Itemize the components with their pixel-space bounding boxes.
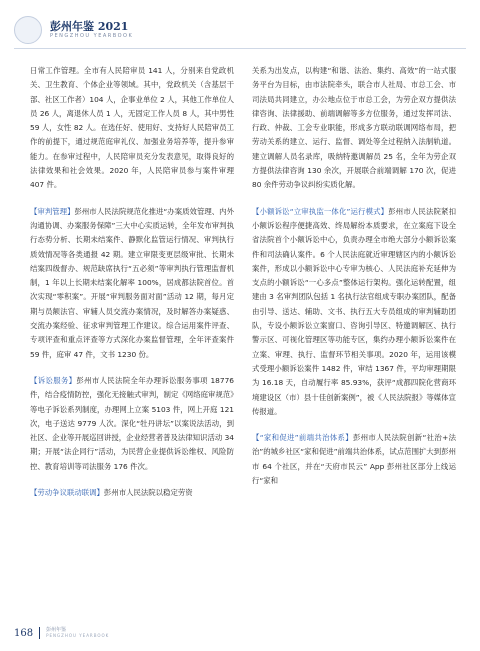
paragraph [30,205,234,362]
page-number: 168 [14,627,34,639]
paragraph-text: 日常工作管理。全市有人民陪审员 141 人，分别来自党政机关、卫生教育、个体企业等领域。其中，党政机关（含基层干部、社区工作者）104 人，企事业单位 2 人，其他工作单位人员 26 人，离退休人员 1 人，无固定工作人员 8 人，其中男性 59 人，女性 82 人。在选任好、使用好、支持好人民陪审员工作的前提下，通过规范庭审礼仪、加强业务培养等，提升参审能力。在参审过程中，人民陪审员充分发表意见，取得良好的法律效果和社会效果。2020 年，人民陪审员参与案件审理 407 件。 [30,66,234,190]
paragraph [252,64,456,193]
yearbook-subtitle: PENGZHOU YEARBOOK [50,33,134,39]
left-column [30,64,234,512]
paragraph [30,374,234,474]
section-tag: 【审判管理】 [30,206,75,216]
section-tag: 【诉讼服务】 [30,375,77,385]
paragraph [252,431,456,488]
footer-titles [46,627,109,639]
paragraph-text: 关系为出发点，以构建“和谐、法治、集约、高效”的一站式服务平台为目标，由市法院牵头，联合市人社局、市总工会、市司法局共同建立，办公地点位于市总工会，为劳企双方提供法律咨询、法律援助、前端调解等多方位服务，通过发挥司法、行政、仲裁、工会专业职能，形成多方联动联调网络布局，把劳动关系的建立、运行、监督、调处等全过程纳入法制轨道。建立调解人员名录库，吸纳特邀调解员 25 名，全年为劳企双方提供法律咨询 130 余次，开展联合前端调解 170 次，促进 80 余件劳动争议纠纷实质化解。 [252,66,456,190]
paragraph [252,205,456,419]
page-header [14,16,133,44]
paragraph-text: 彭州市人民法院创新“社治+法治”的城乡社区“家和促进”前端共治体系，试点范围扩大到彭州市 64 个社区，并在“天府市民云” App 彭州社区部分上线运行“家和 [252,433,456,486]
section-tag: 【“家和促进”前端共治体系】 [252,433,353,443]
paragraph-text: 彭州市人民法院紧扣小额诉讼程序便捷高效、终局解纷本质要求，在立案庭下设全省法院首个小额诉讼中心，负责办理全市绝大部分小额诉讼案件和司法确认案件。6 个人民法庭就近审理辖区内的小额诉讼案件，形成以小额诉讼中心专审为核心、人民法庭补充延伸为支点的小额诉讼“一心多点”整体运行架构。强化运转配置，组建由 3 名审判团队包括 1 名执行法官组成专职办案团队，配备由引导、送达、辅助、文书、执行五大专员组成的审判辅助团队，专设小额诉讼立案窗口、咨询引导区、特邀调解区、执行警示区、可视化管理区等功能专区，集约办理小额诉讼案件在立案、审理、执行、监督环节相关事项。2020 年，运用该模式受理小额诉讼案件 1482 件，审结 1367 件，平均审理期限为 16.18 天，自动履行率 85.93%，获评“成都四院化营商环境建设区（市）县十佳创新案例”，被《人民法院报》等媒体宣传报道。 [252,206,456,416]
footer-subtitle: PENGZHOU YEARBOOK [46,633,110,638]
section-tag: 【劳动争议联动联调】 [30,488,104,498]
yearbook-logo-icon [14,16,42,44]
paragraph [30,64,234,193]
page-footer [14,627,109,639]
paragraph-text: 彭州市人民法院规范化推进“办案质效管理、内外沟通协调、办案服务保障”三大中心实质运转，全年发布审判执行态势分析、长期未结案件、静默化监管运行情况、审判执行质效情况等各类通报 42 期。建立审限变更层级审批、长期未结案四级督办、规范缺席执行“五必须”等审判执行管理监督机制，1 年以上长期未结案化解率 100%，居成都法院首位。首次实现“零积案”。开展“审判服务面对面”活动 12 期，每月定期与员额法官、审辅人员交流办案情况，及时解答办案疑惑、交流办案经验、征求审判管理工作建议。综合运用案件评查、专项评查和重点评查等方式深化办案监督管理，全年评查案件 59 件，庭审 47 件，文书 1230 份。 [30,206,234,359]
footer-title: 彭州年鉴 [46,627,67,633]
paragraph-text: 彭州市人民法院以稳定劳资 [103,488,193,498]
paragraph-text: 彭州市人民法院全年办理诉讼服务事项 18776 件，结合疫情防控，强化无接触式审判，制定《网络庭审规范》等电子诉讼系列制度，办理网上立案 5103 件，网上开庭 121 次，电子送达 9779 人次。深化“牡丹讲坛”以案说法活动，到社区、企业等开展巡回讲授，企业经营者普及法律知识活动 34 期；开展“法企同行”活动，为民营企业提供诉讼维权、风险防控、教育培训等司法服务 176 件次。 [30,375,234,471]
paragraph [30,486,234,500]
footer-divider [39,627,40,639]
section-tag: 【小额诉讼“立审执监一体化”运行模式】 [252,206,389,216]
header-titles [50,20,133,40]
yearbook-title: 彭州年鉴 2021 [50,20,129,33]
right-column [252,64,456,500]
header-divider [14,48,466,49]
